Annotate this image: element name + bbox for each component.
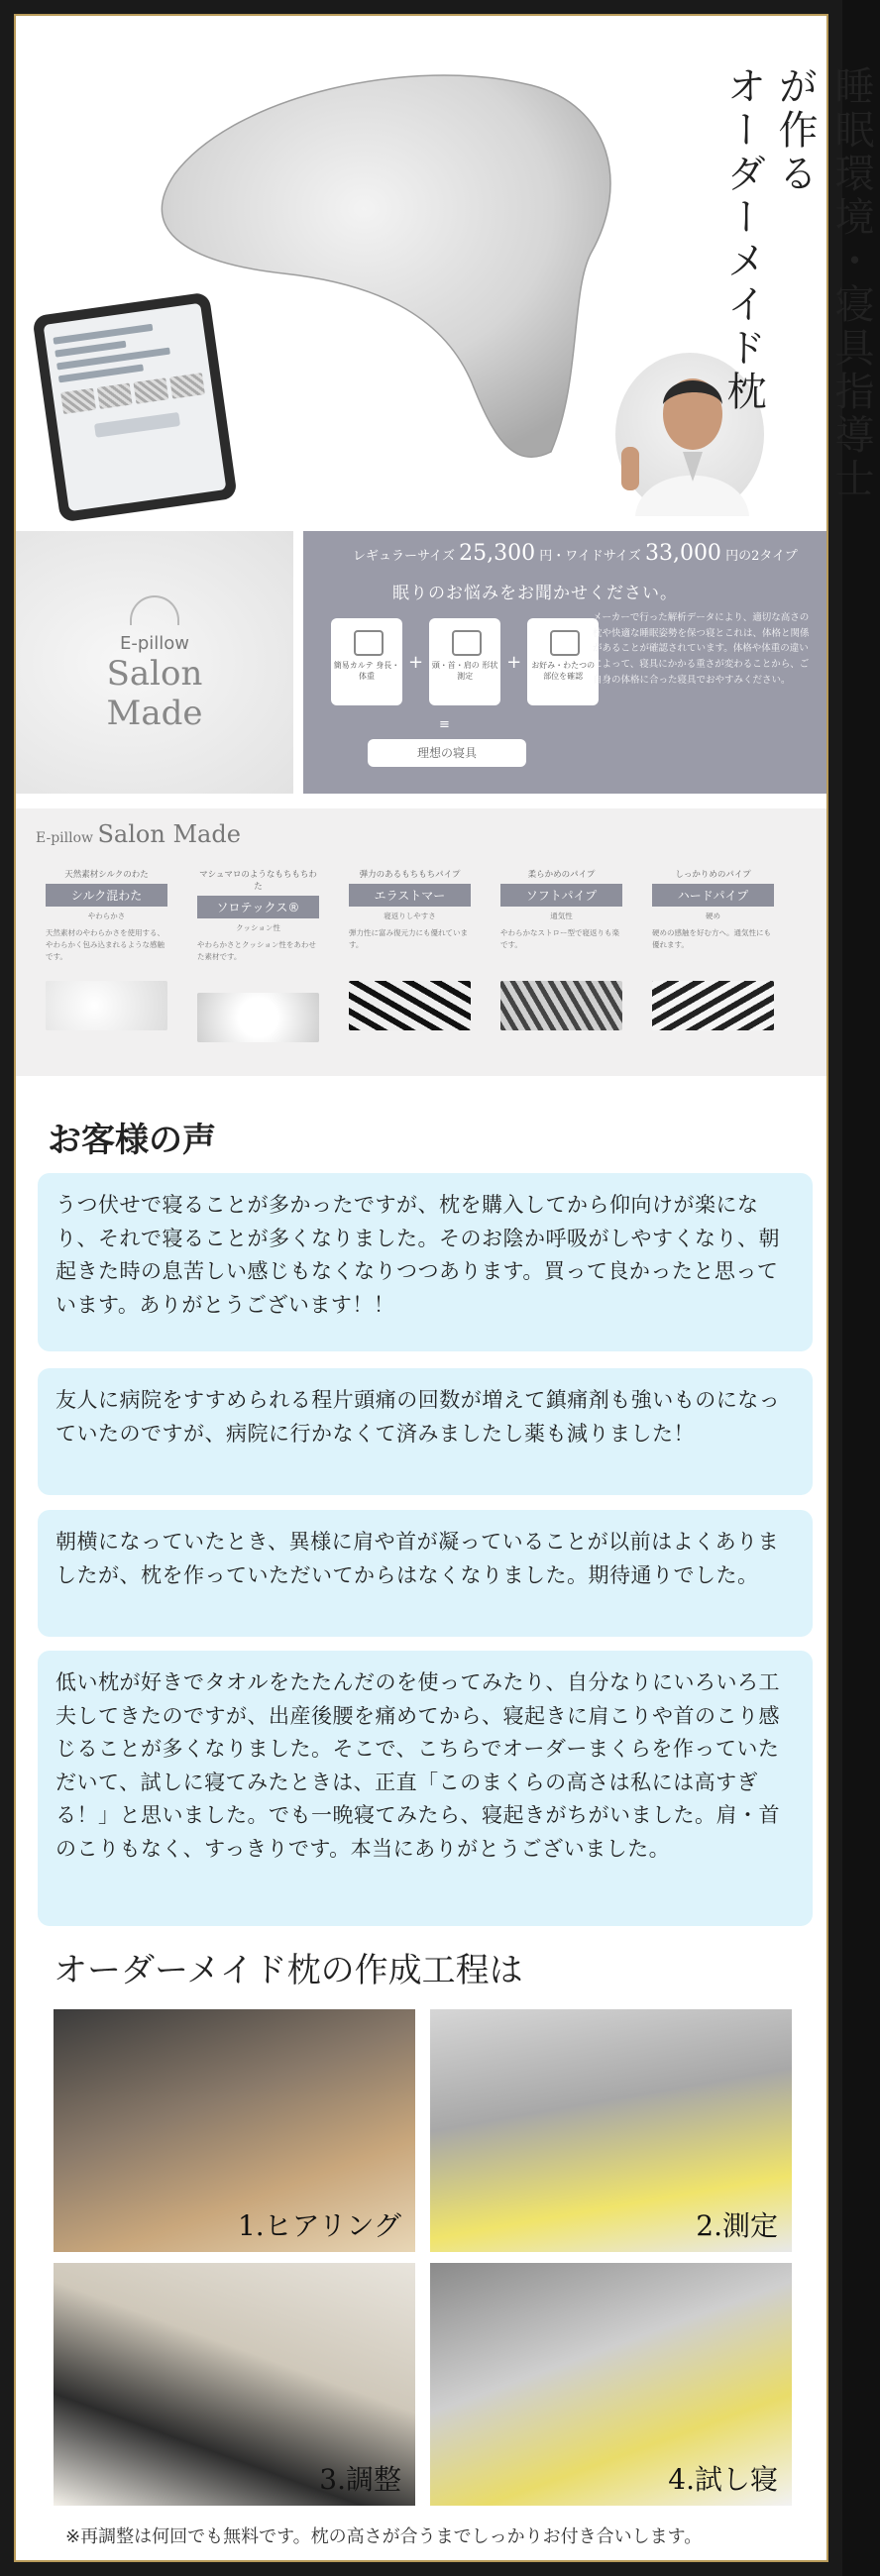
material-desc: やわらかなストロー型で寝返りも楽です。 — [500, 928, 619, 949]
material-card — [500, 868, 622, 1042]
salon-logo-big: Salon Made — [106, 654, 203, 733]
material-subtitle: 天然素材シルクのわた — [64, 870, 149, 880]
material-card — [197, 868, 319, 1042]
materials-section — [16, 808, 826, 1076]
material-subtitle: しっかりめのパイプ — [675, 870, 751, 880]
process-photo-adjust — [54, 2263, 415, 2506]
process-title: オーダーメイド枕の作成工程は — [54, 1951, 523, 1990]
hero-title-line2: オーダーメイド枕 — [720, 65, 766, 414]
price-suffix: 円の2タイプ — [725, 549, 798, 564]
material-card — [349, 868, 471, 1042]
price-regular: 25,300 — [459, 541, 536, 566]
page-content — [14, 14, 874, 2562]
materials-logo-small: E-pillow — [36, 830, 94, 846]
materials-logo-big: Salon Made — [97, 820, 241, 848]
salon-logo-panel — [16, 531, 293, 794]
material-image — [500, 981, 622, 1030]
material-tag: 寝返りしやすさ — [384, 912, 436, 920]
material-name: シルク混わた — [46, 884, 167, 907]
materials-logo — [36, 820, 241, 848]
material-desc: 硬めの感触を好む方へ。通気性にも優れます。 — [652, 928, 771, 949]
material-name: ソフトパイプ — [500, 884, 622, 907]
salon-logo-small: E-pillow — [119, 633, 190, 654]
material-tag: クッション性 — [236, 923, 280, 932]
process-photo-measure — [430, 2009, 792, 2252]
step-card: 頭・首・肩の 形状測定 — [429, 618, 500, 705]
material-name: ソロテックス® — [197, 896, 319, 918]
material-desc: やわらかさとクッション性をあわせた素材です。 — [197, 940, 316, 961]
hero-section — [16, 16, 874, 531]
price-wide: 33,000 — [644, 541, 721, 566]
materials-row — [46, 868, 774, 1042]
material-card — [46, 868, 167, 1042]
process-photo-trial — [430, 2263, 792, 2506]
material-subtitle: 弾力のあるもちもちパイプ — [359, 870, 461, 880]
step-card: お好み・わたつの 部位を確認 — [527, 618, 599, 705]
process-caption: 3.調整 — [319, 2463, 401, 2496]
plus-icon: + — [506, 651, 522, 673]
price-mid: 円・ワイドサイズ — [539, 549, 641, 564]
consult-heading: 眠りのお悩みをお聞かせください。 — [392, 584, 678, 603]
process-photo-hearing — [54, 2009, 415, 2252]
voices-title: お客様の声 — [48, 1121, 216, 1160]
testimonial-card: 低い枕が好きでタオルをたたんだのを使ってみたり、自分なりにいろいろ工夫してきたのですが、出産後腰を痛めてから、寝起きに肩こりや首のこり感じることが多くなりました。そこで、こちらでオーダーまくらを作っていただいて、試しに寝てみたときは、正直「このまくらの高さは私には高すぎる！」と思いました。でも一晩寝てみたら、寝起きがちがいました。肩・首のこりもなく、すっきりです。本当にありがとうございました。 — [38, 1651, 813, 1926]
step-card: 簡易カルテ 身長・体重 — [331, 618, 402, 705]
consult-steps — [331, 618, 599, 705]
consult-panel — [303, 531, 826, 794]
salon-logo — [55, 595, 254, 733]
process-caption: 4.試し寝 — [668, 2463, 778, 2496]
process-caption: 1.ヒアリング — [237, 2209, 401, 2242]
tablet-image — [32, 291, 237, 522]
process-caption: 2.測定 — [696, 2209, 778, 2242]
price-line — [353, 541, 798, 566]
material-desc: 天然素材のやわらかさを使用する、やわらかく包み込まれるような感触です。 — [46, 928, 165, 961]
material-image — [652, 981, 774, 1030]
material-card — [652, 868, 774, 1042]
consult-description: メーカーで行った解析データにより、適切な高さの枕や快適な睡眠姿勢を保つ寝とこれは、体格と関係があることが確認されています。体格や体重の違いによって、寝具にかかる重さが変わることから、ご自身の体格に合った寝具でおやすみください。 — [593, 612, 810, 686]
material-image — [197, 993, 319, 1042]
ideal-bedding-button[interactable]: 理想の寝具 — [368, 739, 526, 767]
down-arrow-icon: ≡ — [439, 717, 450, 732]
material-subtitle: マシュマロのようなもちもちわた — [199, 870, 317, 892]
hero-title-line1: 睡眠環境・寝具指導士が作る — [772, 65, 874, 501]
material-tag: 硬め — [706, 912, 720, 920]
material-subtitle: 柔らかめのパイプ — [527, 870, 596, 880]
material-tag: やわらかさ — [87, 912, 126, 920]
salon-emblem-icon — [130, 595, 179, 625]
testimonial-card: うつ伏せで寝ることが多かったですが、枕を購入してから仰向けが楽になり、それで寝ることが多くなりました。そのお陰か呼吸がしやすくなり、朝起きた時の息苦しい感じもなくなりつつあります。買って良かったと思っています。ありがとうございます！！ — [38, 1173, 813, 1351]
material-desc: 弾力性に富み復元力にも優れています。 — [349, 928, 468, 949]
plus-icon: + — [408, 651, 424, 673]
salon-banner — [16, 531, 826, 794]
material-image — [46, 981, 167, 1030]
material-name: エラストマー — [349, 884, 471, 907]
testimonial-card: 朝横になっていたとき、異様に肩や首が凝っていることが以前はよくありましたが、枕を作っていただいてからはなくなりました。期待通りでした。 — [38, 1510, 813, 1637]
price-prefix: レギュラーサイズ — [353, 549, 455, 564]
material-image — [349, 981, 471, 1030]
material-name: ハードパイプ — [652, 884, 774, 907]
material-tag: 通気性 — [550, 912, 573, 920]
readjust-note: ※再調整は何回でも無料です。枕の高さが合うまでしっかりお付き合いします。 — [65, 2526, 703, 2547]
testimonial-card: 友人に病院をすすめられる程片頭痛の回数が増えて鎮痛剤も強いものになっていたのですが、病院に行かなくて済みましたし薬も減りました！ — [38, 1368, 813, 1495]
